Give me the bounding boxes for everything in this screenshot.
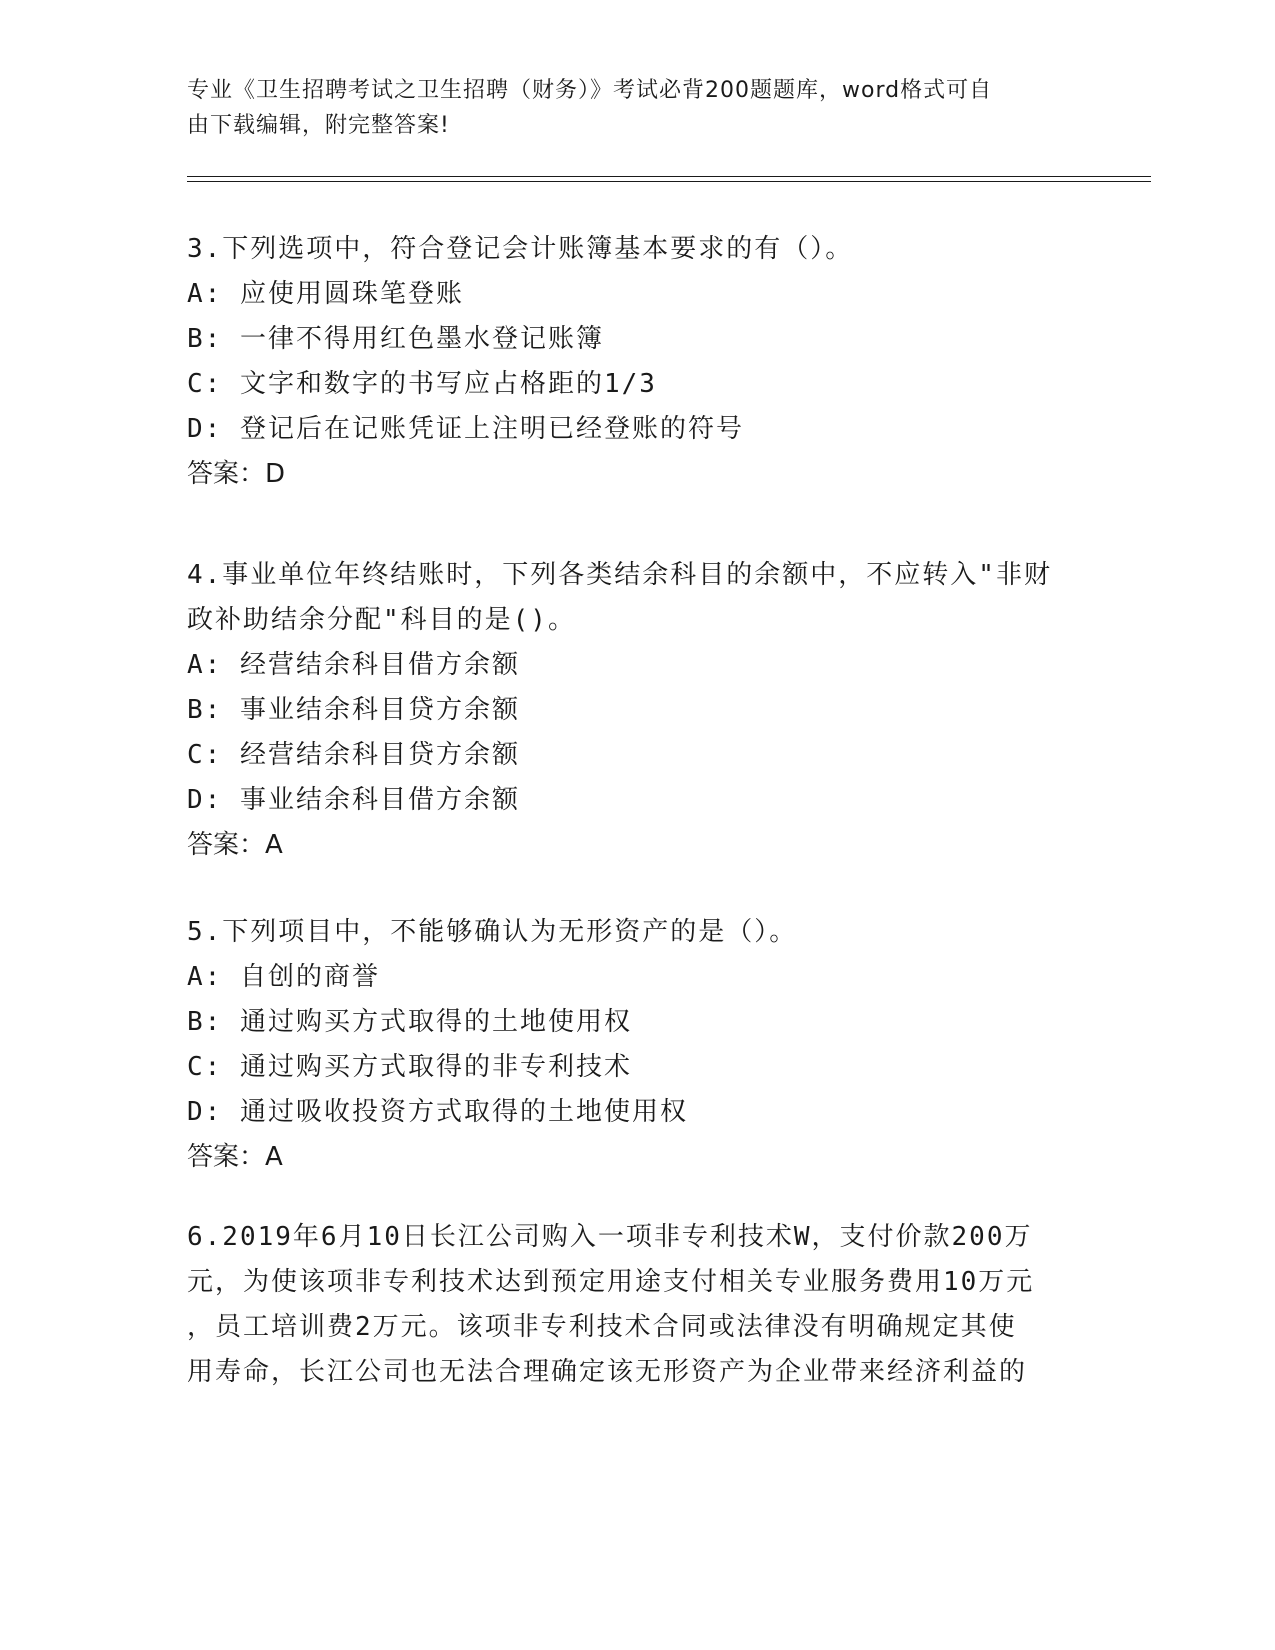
header-line-2: 由下载编辑，附完整答案! <box>187 113 450 138</box>
question-stem-continued: 元，为使该项非专利技术达到预定用途支付相关专业服务费用10万元 <box>187 1267 1035 1297</box>
option-c: C: 经营结余科目贷方余额 <box>187 740 520 770</box>
question-stem: 5.下列项目中，不能够确认为无形资产的是（）。 <box>187 917 798 947</box>
question-stem-continued: 政补助结余分配"科目的是()。 <box>187 605 576 635</box>
header-divider-top <box>187 176 1151 177</box>
answer-label: 答案：D <box>187 459 286 489</box>
option-c: C: 通过购买方式取得的非专利技术 <box>187 1052 632 1082</box>
question-5 <box>187 910 1077 1180</box>
question-6 <box>187 1215 1077 1395</box>
answer-label: 答案：A <box>187 1142 283 1172</box>
header-line-1: 专业《卫生招聘考试之卫生招聘（财务）》考试必背200题题库，word格式可自 <box>187 78 993 103</box>
option-b: B: 一律不得用红色墨水登记账簿 <box>187 324 604 354</box>
option-b: B: 通过购买方式取得的土地使用权 <box>187 1007 632 1037</box>
answer-label: 答案：A <box>187 830 283 860</box>
question-stem: 3.下列选项中，符合登记会计账簿基本要求的有（）。 <box>187 234 854 264</box>
option-a: A: 应使用圆珠笔登账 <box>187 279 464 309</box>
option-d: D: 通过吸收投资方式取得的土地使用权 <box>187 1097 688 1127</box>
question-3 <box>187 227 1077 497</box>
question-stem-continued: 用寿命，长江公司也无法合理确定该无形资产为企业带来经济利益的 <box>187 1357 1028 1387</box>
option-d: D: 事业结余科目借方余额 <box>187 785 520 815</box>
option-c: C: 文字和数字的书写应占格距的1/3 <box>187 369 657 399</box>
question-stem-continued: ，员工培训费2万元。该项非专利技术合同或法律没有明确规定其使 <box>187 1312 1017 1342</box>
header-divider-bottom <box>187 181 1151 182</box>
document-header <box>187 73 1067 143</box>
option-b: B: 事业结余科目贷方余额 <box>187 695 520 725</box>
option-a: A: 经营结余科目借方余额 <box>187 650 520 680</box>
question-stem: 4.事业单位年终结账时，下列各类结余科目的余额中，不应转入"非财 <box>187 560 1052 590</box>
option-d: D: 登记后在记账凭证上注明已经登账的符号 <box>187 414 744 444</box>
question-4 <box>187 553 1077 868</box>
question-stem: 6.2019年6月10日长江公司购入一项非专利技术W，支付价款200万 <box>187 1222 1033 1252</box>
option-a: A: 自创的商誉 <box>187 962 380 992</box>
